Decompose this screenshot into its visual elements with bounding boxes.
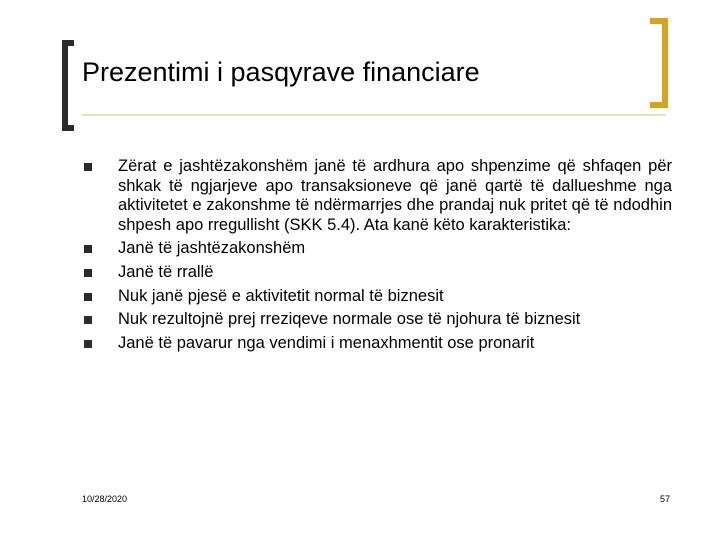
list-item [82,157,672,235]
list-item [82,310,672,330]
square-bullet-icon [84,245,92,253]
list-item [82,334,672,354]
bullet-text: Zërat e jashtëzakonshëm janë të ardhura apo shpenzime që shfaqen për shkak të ngjarjeve apo transaksioneve që janë qartë të dallueshme nga aktivitetet e zakonshme të ndërmarrjes dhe prandaj nuk pritet që të ndodhin shpesh apo rregullisht (SKK 5.4). Ata kanë këto karakteristika: [118,157,672,234]
left-bracket-decoration [62,40,74,131]
list-item [82,239,672,259]
bullet-text: Janë të pavarur nga vendimi i menaxhmentit ose pronarit [118,333,535,352]
footer-date: 10/28/2020 [82,494,128,504]
bullet-list [82,157,672,357]
bullet-text: Nuk janë pjesë e aktivitetit normal të biznesit [118,286,444,305]
bullet-text: Janë të rrallë [118,262,214,281]
right-bracket-decoration [650,18,668,108]
square-bullet-icon [84,269,92,277]
square-bullet-icon [84,340,92,348]
slide-title: Prezentimi i pasqyrave financiare [82,57,480,87]
list-item [82,263,672,283]
bullet-text: Nuk rezultojnë prej rreziqeve normale ose të njohura të biznesit [118,310,581,329]
list-item [82,287,672,307]
square-bullet-icon [84,316,92,324]
square-bullet-icon [84,293,92,301]
bullet-text: Janë të jashtëzakonshëm [118,239,306,258]
page-number: 57 [659,494,670,504]
square-bullet-icon [84,163,92,171]
title-divider [82,114,666,116]
